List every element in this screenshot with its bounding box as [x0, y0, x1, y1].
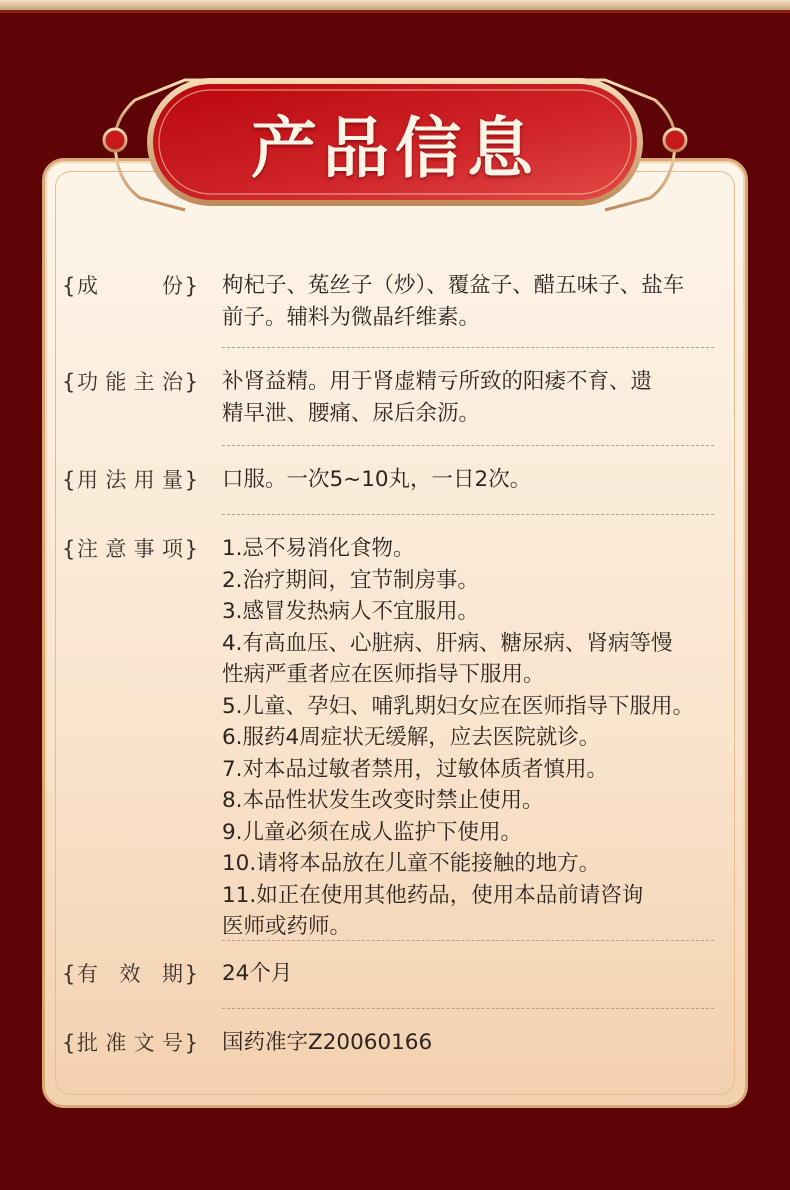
precaution-item: 8.本品性状发生改变时禁止使用。	[222, 788, 544, 813]
row-label	[62, 1027, 198, 1059]
precaution-item: 10.请将本品放在儿童不能接触的地方。	[222, 851, 601, 876]
top-decorative-line	[0, 10, 790, 13]
right-brace-icon: }	[184, 370, 198, 394]
dashed-divider	[222, 1008, 714, 1009]
row-label	[62, 366, 198, 398]
right-brace-icon: }	[184, 1031, 198, 1055]
right-brace-icon: }	[184, 468, 198, 492]
row-value	[222, 464, 712, 496]
dashed-divider	[222, 514, 714, 515]
precaution-item: 5.儿童、孕妇、哺乳期妇女应在医师指导下服用。	[222, 693, 695, 719]
precaution-item: 3.感冒发热病人不宜服用。	[222, 599, 480, 624]
row-value	[222, 366, 712, 429]
left-brace-icon: {	[62, 274, 76, 298]
left-brace-icon: {	[62, 468, 76, 492]
row-label	[62, 464, 198, 496]
dashed-divider	[222, 940, 714, 941]
dashed-divider	[222, 347, 714, 348]
row-value	[222, 270, 712, 333]
value-line: 枸杞子、菟丝子（炒）、覆盆子、醋五味子、盐车	[222, 273, 685, 298]
value-line: 前子。辅料为微晶纤维素。	[222, 304, 481, 330]
row-value	[222, 1027, 712, 1059]
right-brace-icon: }	[184, 962, 198, 986]
precaution-item: 7.对本品过敏者禁用，过敏体质者慎用。	[222, 756, 609, 782]
left-brace-icon: {	[62, 370, 76, 394]
precaution-item: 9.儿童必须在成人监护下使用。	[222, 819, 523, 845]
value-line: 24个月	[222, 961, 293, 986]
row-label	[62, 270, 198, 302]
precaution-item: 2.治疗期间，宜节制房事。	[222, 567, 480, 593]
precaution-item: 4.有高血压、心脏病、肝病、糖尿病、肾病等慢	[222, 630, 673, 656]
row-label	[62, 533, 198, 565]
precaution-item: 性病严重者应在医师指导下服用。	[222, 662, 545, 687]
row-value	[222, 958, 712, 990]
right-brace-icon: }	[184, 537, 198, 561]
label-text: 用法用量	[77, 468, 183, 492]
value-line: 精早泄、腰痛、尿后余沥。	[222, 400, 481, 426]
label-text: 有 效 期	[77, 962, 183, 986]
label-text: 功能主治	[77, 370, 183, 394]
row-label	[62, 958, 198, 990]
left-brace-icon: {	[62, 537, 76, 561]
page-title: 产品信息	[251, 109, 539, 187]
dashed-divider	[222, 445, 714, 446]
precaution-item: 1.忌不易消化食物。	[222, 536, 415, 561]
label-text: 成 份	[77, 274, 183, 298]
label-text: 注意事项	[77, 537, 183, 561]
value-line: 补肾益精。用于肾虚精亏所致的阳痿不育、遗	[222, 369, 653, 394]
value-line: 国药准字Z20060166	[222, 1030, 433, 1055]
value-line: 口服。一次5~10丸，一日2次。	[222, 467, 532, 492]
precaution-item: 11.如正在使用其他药品，使用本品前请咨询	[222, 882, 644, 908]
label-text: 批准文号	[77, 1031, 183, 1055]
left-brace-icon: {	[62, 962, 76, 986]
precaution-item: 6.服药4周症状无缓解，应去医院就诊。	[222, 725, 601, 750]
precaution-item: 医师或药师。	[222, 914, 352, 939]
right-brace-icon: }	[184, 274, 198, 298]
left-brace-icon: {	[62, 1031, 76, 1055]
top-decorative-strip	[0, 0, 790, 10]
row-value	[222, 533, 712, 943]
